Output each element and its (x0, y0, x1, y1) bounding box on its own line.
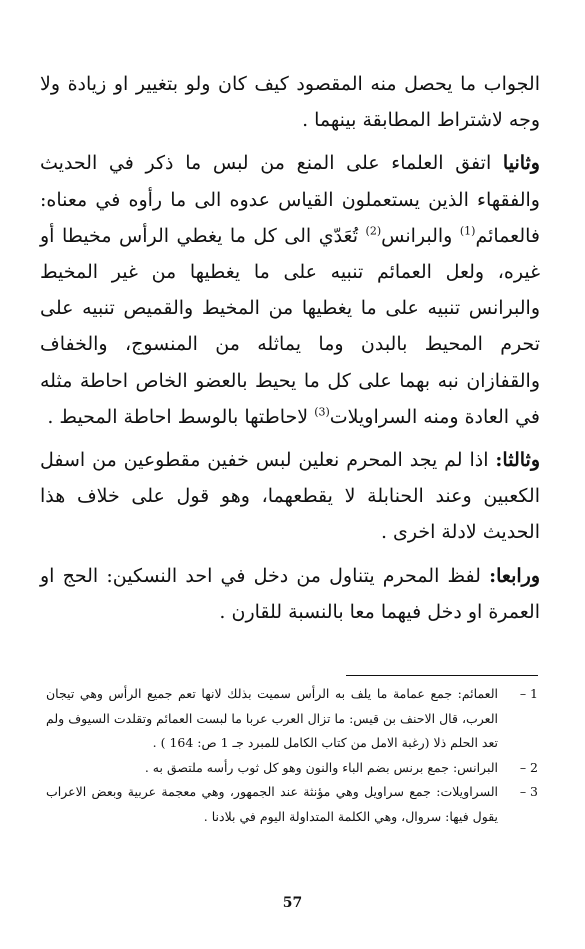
footnotes (46, 682, 538, 829)
footnote-separator (346, 675, 538, 676)
footnote-item (46, 780, 538, 829)
paragraph-text: والبرانس (381, 224, 460, 247)
paragraph-continuation (40, 66, 540, 138)
footnote-item (46, 682, 538, 756)
paragraph-thirdly (40, 442, 540, 551)
paragraph-text: اذا لم يجد المحرم نعلين لبس خفين مقطوعين من اسفل الكعبين وعند الحنابلة لا يقطعهما، وهو قول على خلاف هذا الحديث لادلة اخرى . (40, 449, 540, 544)
paragraph-text: الجواب ما يحصل منه المقصود كيف كان ولو بتغيير او زيادة ولا وجه لاشتراط المطابقة بينهما . (40, 73, 540, 132)
footnote-text: العمائم: جمع عمامة ما يلف به الرأس سميت بذلك لانها تعم جميع الرأس وهي تيجان العرب، قال الاحنف بن قيس: ما تزال العرب عربا ما لبست العمائم وتقلدت السيوف ولم تعد الحلم ذلا (رغبة الامل من كتاب الكامل للمبرد جـ 1 ص: 164 ) . (46, 686, 498, 750)
paragraph-text: اتفق العلماء على المنع من لبس ما ذكر في الحديث والفقهاء الذين يستعملون القياس عدوه الى ما رأوه في معناه: فالعمائم (40, 152, 540, 247)
paragraph-text: لفظ المحرم يتناول من دخل في احد النسكين: الحج او العمرة او دخل فيهما معا بالنسبة للقارن . (40, 564, 540, 623)
footnote-text: البرانس: جمع برنس بضم الباء والنون وهو كل ثوب رأسه ملتصق به . (144, 759, 498, 775)
paragraph-lead: وثالثا: (495, 449, 540, 472)
footnote-number: 3 – (519, 784, 538, 799)
footnote-reference: (3) (314, 405, 330, 419)
footnote-number: 2 – (519, 759, 538, 775)
page-number: 57 (282, 895, 303, 911)
footnote-text: السراويلات: جمع سراويل وهي مؤنثة عند الجمهور، وهي معجمة عربية وبعض الاعراب يقول فيها: سروال، وهي الكلمة المتداولة اليوم في بلادنا . (46, 784, 498, 824)
footnote-reference: (2) (365, 224, 382, 238)
main-text (40, 66, 540, 637)
paragraph-text: لاحاطتها بالوسط احاطة المحيط . (47, 405, 315, 428)
footnote-item (46, 756, 538, 781)
paragraph-fourthly (40, 558, 540, 630)
footnote-number: 1 – (519, 686, 538, 701)
paragraph-lead: ورابعا: (489, 564, 540, 587)
paragraph-lead: وثانيا (502, 152, 540, 175)
footnote-reference: (1) (459, 224, 476, 238)
paragraph-secondly (40, 145, 540, 435)
paragraph-text: تُعَدّي الى كل ما يغطي الرأس مخيطا أو غيره، ولعل العمائم تنبيه على ما يغطيها من غير المخيط والبرانس تنبيه على ما يغطيها من المخيط والقميص تنبيه على تحرم المحيط بالبدن وما يماثله من المنسوج، والخفاف والقفازان نبه بهما على كل ما يحيط بالعضو الخاص احاطة مثله في العادة ومنه السراويلات (40, 224, 540, 428)
